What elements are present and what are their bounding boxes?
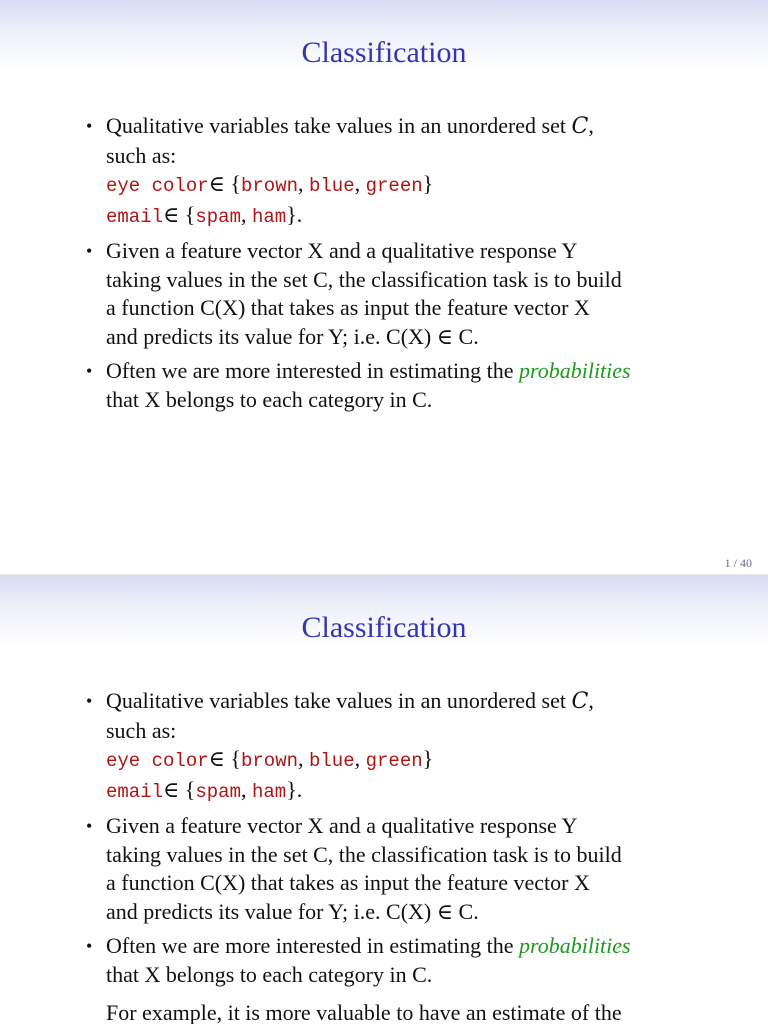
bullet-text: Often we are more interested in estimating the (106, 933, 519, 958)
bullet-text: that X belongs to each category in C. (106, 386, 433, 412)
slide-title: Classification (301, 611, 467, 644)
email-example: email∈ {spam, ham}. (106, 776, 303, 803)
page-number: 1 / 40 (724, 556, 752, 570)
bullet-text: taking values in the set C, the classification task is to build (106, 266, 622, 292)
math-symbol: C (571, 114, 589, 139)
bullet-text: that X belongs to each category in C. (106, 961, 433, 987)
bullet-item-qualitative-variables: • Qualitative variables take values in an unordered set C, such as: eye color∈ {brown, blue, green} email∈ {spam, ham}. (82, 687, 722, 806)
bullet-text: such as: (106, 717, 177, 743)
bullet-text: Qualitative variables take values in an unordered set (106, 688, 572, 713)
bullet-icon: • (86, 116, 93, 136)
emphasized-term: probabilities (518, 933, 631, 958)
slide-2 (0, 575, 768, 1024)
eye-color-example: eye color∈ {brown, blue, green} (106, 746, 434, 772)
email-example: email∈ {spam, ham}. (106, 201, 303, 228)
math-symbol: C (571, 689, 589, 714)
bullet-text: such as: (106, 142, 177, 168)
bullet-text: a function C(X) that takes as input the feature vector X (106, 295, 590, 320)
bullet-text: Given a feature vector X and a qualitative response Y (106, 813, 578, 838)
bullet-text: Qualitative variables take values in an unordered set (106, 113, 572, 138)
bullet-icon: • (86, 241, 93, 261)
bullet-text: Given a feature vector X and a qualitative response Y (106, 238, 578, 263)
bullet-list (82, 687, 722, 1024)
bullet-text: Often we are more interested in estimating the (106, 358, 519, 383)
eye-color-example: eye color∈ {brown, blue, green} (106, 171, 434, 197)
bullet-icon: • (86, 361, 93, 381)
bullet-text: and predicts its value for Y; i.e. C(X) ∈ C. (106, 898, 479, 924)
bullet-item-qualitative-variables: • Qualitative variables take values in an unordered set C, such as: eye color∈ {brown, blue, green} email∈ {spam, ham}. (82, 112, 722, 231)
bullet-icon: • (86, 816, 93, 836)
slide-title: Classification (301, 36, 467, 69)
bullet-text: a function C(X) that takes as input the feature vector X (106, 870, 590, 895)
bullet-icon: • (86, 691, 93, 711)
bullet-item-feature-vector (82, 237, 722, 351)
bullet-icon: • (86, 936, 93, 956)
example-paragraph: For example, it is more valuable to have an estimate of the (106, 1000, 622, 1024)
bullet-text: taking values in the set C, the classification task is to build (106, 841, 622, 867)
bullet-item-probabilities (82, 357, 722, 414)
bullet-item-probabilities (82, 932, 722, 1024)
bullet-item-feature-vector (82, 812, 722, 926)
emphasized-term: probabilities (518, 358, 631, 383)
bullet-list (82, 112, 722, 420)
bullet-text: and predicts its value for Y; i.e. C(X) ∈ C. (106, 323, 479, 349)
